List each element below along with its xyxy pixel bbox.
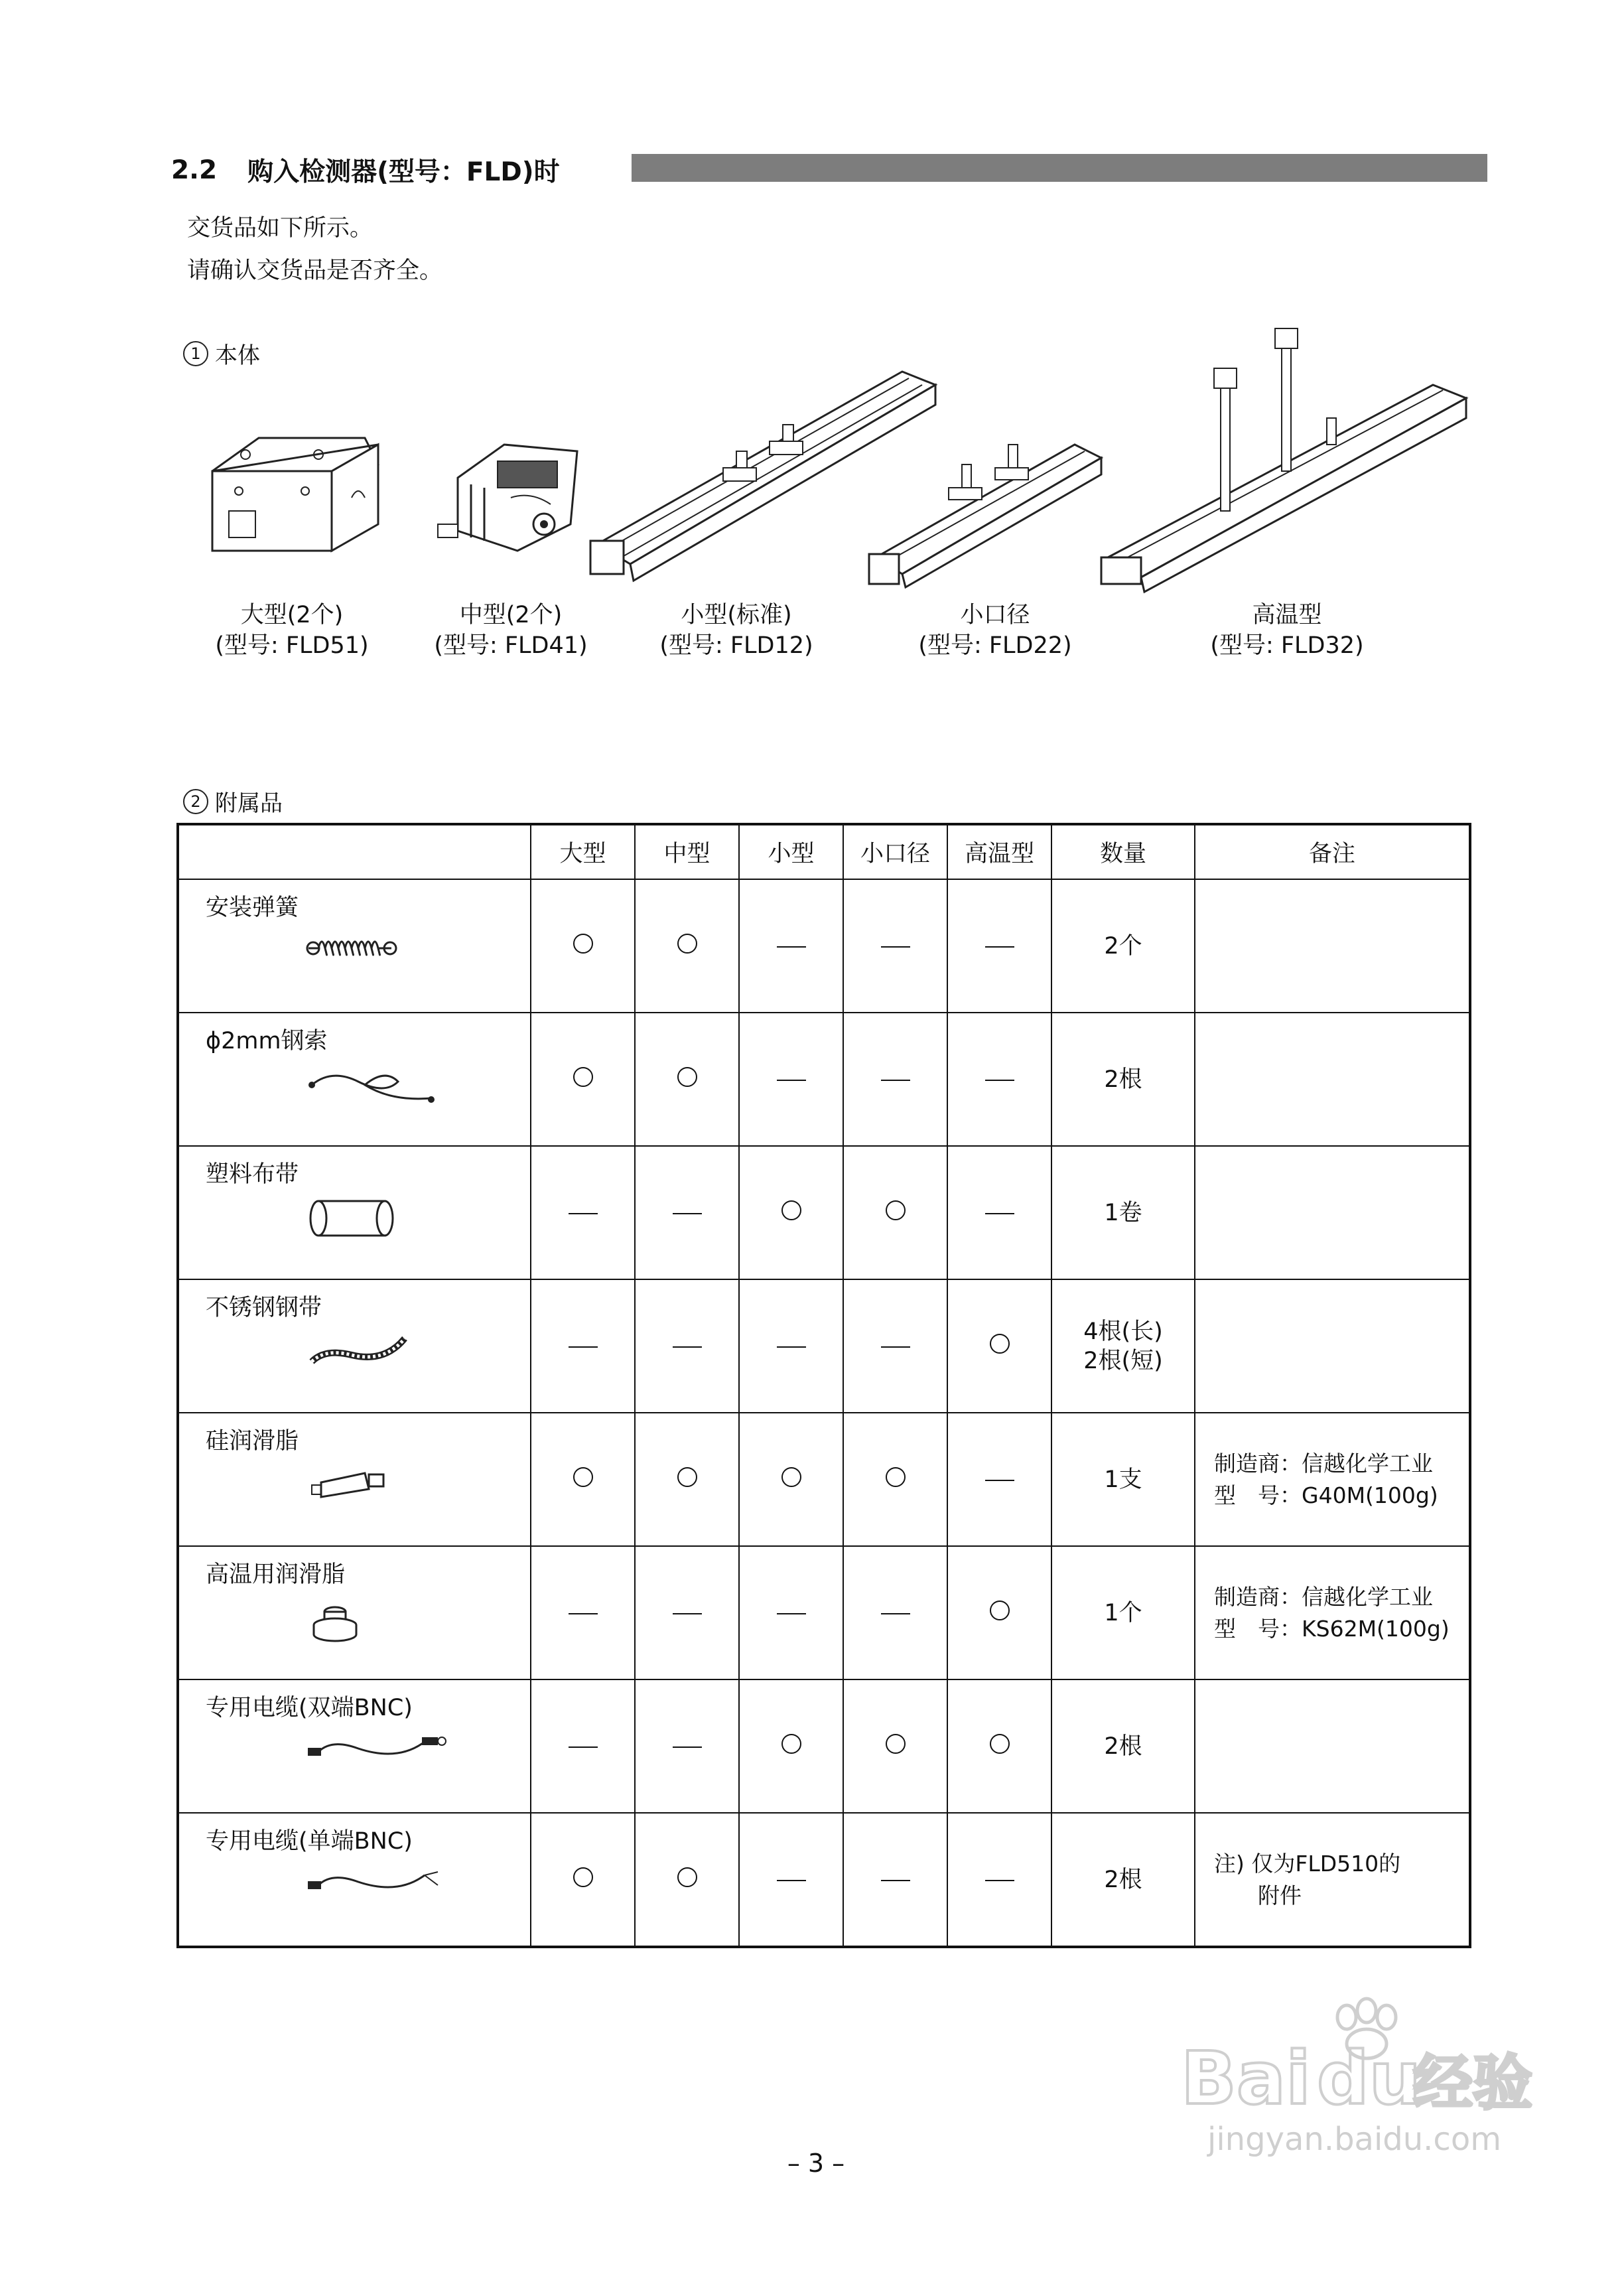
table-row	[178, 1013, 1470, 1146]
grease-tube-icon	[305, 1465, 530, 1511]
quantity-line-2: 2根(短)	[1083, 1347, 1163, 1374]
grease-jar-icon	[305, 1599, 530, 1651]
mark-cell-large	[531, 1146, 635, 1279]
product-name: 中型(2个)	[459, 602, 563, 628]
quantity-cell	[1051, 1013, 1195, 1146]
item-cell	[178, 1679, 531, 1813]
quantity-cell	[1051, 1146, 1195, 1279]
mark-cell-small	[739, 879, 843, 1013]
included-circle-icon	[781, 1467, 801, 1487]
mark-cell-large	[531, 1813, 635, 1947]
header-large: 大型	[531, 824, 635, 879]
included-circle-icon	[781, 1200, 801, 1220]
item-name: 专用电缆(双端BNC)	[206, 1695, 413, 1721]
mark-cell-small	[739, 1413, 843, 1546]
mark-cell-large	[531, 1279, 635, 1413]
included-circle-icon	[573, 934, 593, 954]
included-circle-icon	[886, 1200, 906, 1220]
included-circle-icon	[677, 1867, 697, 1887]
product-small-label	[630, 600, 843, 661]
not-included-dash-icon	[673, 1746, 702, 1748]
mark-cell-high-temp	[947, 1679, 1051, 1813]
included-circle-icon	[677, 1067, 697, 1087]
product-name: 小型(标准)	[681, 602, 792, 628]
quantity-line-1: 1卷	[1104, 1199, 1142, 1226]
table-row	[178, 879, 1470, 1013]
quantity-cell	[1051, 1813, 1195, 1947]
mark-cell-high-temp	[947, 1013, 1051, 1146]
section-number: 2.2	[171, 155, 218, 185]
included-circle-icon	[573, 1467, 593, 1487]
remarks-cell	[1195, 1679, 1470, 1813]
item-cell	[178, 1546, 531, 1679]
item-name: 专用电缆(单端BNC)	[206, 1828, 413, 1855]
product-model: (型号: FLD51)	[215, 632, 369, 659]
not-included-dash-icon	[673, 1213, 702, 1214]
not-included-dash-icon	[777, 1880, 806, 1881]
mark-cell-small-bore	[843, 1813, 947, 1947]
table-row	[178, 1546, 1470, 1679]
included-circle-icon	[677, 1467, 697, 1487]
included-circle-icon	[677, 934, 697, 954]
svg-text:Bai: Bai	[1181, 2036, 1311, 2121]
circled-number-2: 2	[183, 789, 208, 814]
section-rule-bar	[632, 154, 1487, 182]
not-included-dash-icon	[881, 1880, 910, 1881]
mark-cell-small	[739, 1546, 843, 1679]
not-included-dash-icon	[985, 1480, 1014, 1481]
accessories-table	[176, 823, 1471, 1948]
product-name: 大型(2个)	[240, 602, 344, 628]
mark-cell-small	[739, 1679, 843, 1813]
mark-cell-medium	[635, 1146, 739, 1279]
included-circle-icon	[781, 1734, 801, 1754]
not-included-dash-icon	[569, 1746, 598, 1748]
remarks-cell	[1195, 1546, 1470, 1679]
included-circle-icon	[886, 1467, 906, 1487]
mark-cell-medium	[635, 1413, 739, 1546]
tape-roll-icon	[305, 1198, 530, 1244]
main-unit-heading	[183, 337, 260, 370]
not-included-dash-icon	[985, 1880, 1014, 1881]
small-bore-sensor-icon	[862, 425, 1115, 591]
header-small: 小型	[739, 824, 843, 879]
not-included-dash-icon	[777, 1080, 806, 1081]
not-included-dash-icon	[881, 1613, 910, 1614]
quantity-line-1: 1支	[1104, 1466, 1142, 1493]
header-medium: 中型	[635, 824, 739, 879]
not-included-dash-icon	[881, 1080, 910, 1081]
header-small-bore: 小口径	[843, 824, 947, 879]
wire-rope-icon	[305, 1065, 530, 1111]
not-included-dash-icon	[777, 1346, 806, 1348]
mark-cell-small	[739, 1146, 843, 1279]
item-name: 高温用润滑脂	[206, 1561, 346, 1588]
mark-cell-high-temp	[947, 879, 1051, 1013]
table-row	[178, 1813, 1470, 1947]
included-circle-icon	[573, 1067, 593, 1087]
mark-cell-small-bore	[843, 1413, 947, 1546]
product-model: (型号: FLD22)	[918, 632, 1072, 659]
mark-cell-small-bore	[843, 1546, 947, 1679]
product-model: (型号: FLD41)	[434, 632, 588, 659]
product-large	[192, 425, 391, 564]
mark-cell-high-temp	[947, 1279, 1051, 1413]
mark-cell-small	[739, 1279, 843, 1413]
remarks-cell	[1195, 1813, 1470, 1947]
not-included-dash-icon	[777, 946, 806, 948]
accessories-title: 附属品	[215, 790, 283, 817]
spring-icon	[305, 932, 530, 971]
table-row	[178, 1146, 1470, 1279]
table-header-row	[178, 824, 1470, 879]
mark-cell-large	[531, 1679, 635, 1813]
not-included-dash-icon	[881, 1346, 910, 1348]
steel-band-icon	[305, 1332, 530, 1378]
table-row	[178, 1279, 1470, 1413]
page-number: – 3 –	[787, 2149, 845, 2178]
large-sensor-icon	[199, 425, 385, 564]
product-small-bore-label	[889, 600, 1101, 661]
mark-cell-medium	[635, 1546, 739, 1679]
mark-cell-medium	[635, 1279, 739, 1413]
section-heading	[171, 151, 560, 188]
included-circle-icon	[990, 1734, 1010, 1754]
remarks-line-2: 附件	[1214, 1882, 1302, 1908]
not-included-dash-icon	[569, 1613, 598, 1614]
remarks-cell	[1195, 1279, 1470, 1413]
quantity-cell	[1051, 1679, 1195, 1813]
cable-double-bnc-icon	[305, 1732, 530, 1771]
not-included-dash-icon	[985, 1080, 1014, 1081]
mark-cell-high-temp	[947, 1413, 1051, 1546]
quantity-cell	[1051, 1546, 1195, 1679]
remarks-line-2: 型 号：KS62M(100g)	[1214, 1615, 1450, 1642]
mark-cell-high-temp	[947, 1813, 1051, 1947]
quantity-cell	[1051, 1413, 1195, 1546]
header-item	[178, 824, 531, 879]
mark-cell-small	[739, 1013, 843, 1146]
mark-cell-small-bore	[843, 1013, 947, 1146]
not-included-dash-icon	[985, 1213, 1014, 1214]
item-cell	[178, 1813, 531, 1947]
product-medium	[425, 425, 597, 557]
not-included-dash-icon	[985, 946, 1014, 948]
included-circle-icon	[886, 1734, 906, 1754]
item-name: 塑料布带	[206, 1161, 299, 1188]
header-remarks: 备注	[1195, 824, 1470, 879]
not-included-dash-icon	[673, 1346, 702, 1348]
quantity-line-1: 2根	[1104, 1866, 1142, 1893]
mark-cell-small-bore	[843, 879, 947, 1013]
mark-cell-medium	[635, 1679, 739, 1813]
quantity-line-1: 2根	[1104, 1733, 1142, 1760]
mark-cell-small-bore	[843, 1146, 947, 1279]
item-name: 安装弹簧	[206, 894, 299, 921]
not-included-dash-icon	[881, 946, 910, 948]
high-temp-sensor-icon	[1095, 319, 1479, 597]
baidu-paw-logo-icon	[1168, 1991, 1539, 2163]
item-cell	[178, 879, 531, 1013]
svg-text:du: du	[1317, 2036, 1422, 2121]
remarks-cell	[1195, 1413, 1470, 1546]
mark-cell-medium	[635, 1013, 739, 1146]
remarks-cell	[1195, 1013, 1470, 1146]
svg-text:jingyan.baidu.com: jingyan.baidu.com	[1207, 2121, 1501, 2158]
item-cell	[178, 1146, 531, 1279]
accessories-heading	[183, 785, 283, 818]
mark-cell-large	[531, 1013, 635, 1146]
header-quantity: 数量	[1051, 824, 1195, 879]
product-model: (型号: FLD32)	[1210, 632, 1364, 659]
mark-cell-small-bore	[843, 1279, 947, 1413]
product-large-label	[192, 600, 391, 661]
included-circle-icon	[990, 1334, 1010, 1354]
item-name: 不锈钢钢带	[206, 1295, 322, 1321]
section-title: 购入检测器(型号：FLD)时	[247, 157, 560, 187]
product-name: 小口径	[960, 602, 1030, 628]
remarks-cell	[1195, 1146, 1470, 1279]
medium-sensor-icon	[431, 425, 590, 557]
mark-cell-small	[739, 1813, 843, 1947]
product-name: 高温型	[1252, 602, 1322, 628]
product-high-temp	[1095, 319, 1479, 597]
mark-cell-large	[531, 1413, 635, 1546]
not-included-dash-icon	[569, 1213, 598, 1214]
quantity-line-1: 1个	[1104, 1599, 1142, 1626]
mark-cell-small-bore	[843, 1679, 947, 1813]
product-high-temp-label	[1181, 600, 1393, 661]
mark-cell-high-temp	[947, 1546, 1051, 1679]
svg-text:经验: 经验	[1413, 2048, 1532, 2118]
main-unit-title: 本体	[215, 342, 260, 369]
intro-line-1: 交货品如下所示。	[187, 215, 373, 242]
remarks-cell	[1195, 879, 1470, 1013]
mark-cell-medium	[635, 879, 739, 1013]
item-cell	[178, 1413, 531, 1546]
remarks-line-1: 制造商：信越化学工业	[1214, 1450, 1433, 1476]
mark-cell-large	[531, 879, 635, 1013]
item-cell	[178, 1279, 531, 1413]
quantity-line-1: 2个	[1104, 932, 1142, 960]
included-circle-icon	[990, 1601, 1010, 1620]
quantity-cell	[1051, 1279, 1195, 1413]
header-high-temp: 高温型	[947, 824, 1051, 879]
mark-cell-medium	[635, 1813, 739, 1947]
mark-cell-large	[531, 1546, 635, 1679]
table-row	[178, 1413, 1470, 1546]
quantity-cell	[1051, 879, 1195, 1013]
not-included-dash-icon	[673, 1613, 702, 1614]
product-small-bore	[862, 425, 1115, 591]
quantity-line-1: 4根(长)	[1083, 1318, 1163, 1345]
remarks-line-1: 制造商：信越化学工业	[1214, 1583, 1433, 1610]
table-row	[178, 1679, 1470, 1813]
remarks-line-1: 注) 仅为FLD510的	[1214, 1850, 1401, 1877]
included-circle-icon	[573, 1867, 593, 1887]
not-included-dash-icon	[777, 1613, 806, 1614]
item-cell	[178, 1013, 531, 1146]
circled-number-1: 1	[183, 341, 208, 366]
watermark	[1168, 1991, 1539, 2163]
cable-single-bnc-icon	[305, 1865, 530, 1904]
item-name: ϕ2mm钢索	[206, 1028, 328, 1054]
item-name: 硅润滑脂	[206, 1428, 299, 1455]
mark-cell-high-temp	[947, 1146, 1051, 1279]
product-medium-label	[425, 600, 597, 661]
intro-line-2: 请确认交货品是否齐全。	[187, 257, 443, 284]
not-included-dash-icon	[569, 1346, 598, 1348]
product-model: (型号: FLD12)	[659, 632, 813, 659]
remarks-line-2: 型 号：G40M(100g)	[1214, 1482, 1438, 1508]
quantity-line-1: 2根	[1104, 1066, 1142, 1093]
